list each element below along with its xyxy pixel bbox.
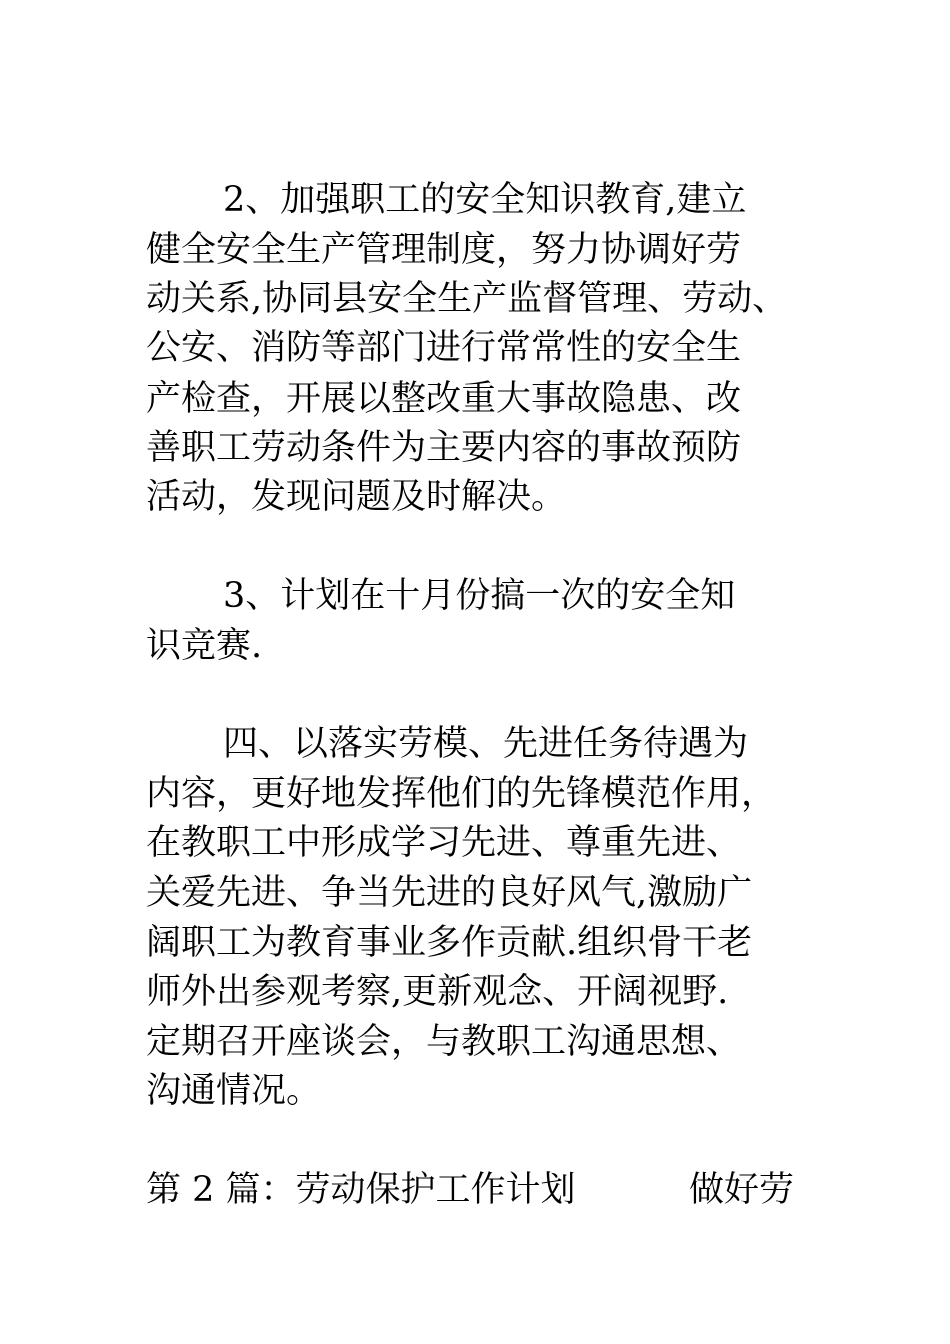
paragraph-line: 阔职工为教育事业多作贡献.组织骨干老 <box>146 923 753 963</box>
paragraph-line: 在教职工中形成学习先进、尊重先进、 <box>146 823 742 863</box>
paragraph-line: 产检查，开展以整改重大事故隐患、改 <box>146 379 742 419</box>
paragraph-line: 公安、消防等部门进行常常性的安全生 <box>146 328 742 368</box>
paragraph-line: 动关系,协同县安全生产监督管理、劳动、 <box>146 279 788 319</box>
paragraph-line: 识竞赛. <box>146 626 263 666</box>
paragraph-line: 定期召开座谈会，与教职工沟通思想、 <box>146 1022 742 1062</box>
paragraph-line: 师外出参观考察,更新观念、开阔视野. <box>146 972 729 1012</box>
paragraph-line: 3、计划在十月份搞一次的安全知 <box>223 576 736 616</box>
paragraph-line: 健全安全生产管理制度，努力协调好劳 <box>146 230 742 270</box>
section-heading-title: 第 2 篇：劳动保护工作计划 <box>146 1170 576 1210</box>
paragraph-line: 善职工劳动条件为主要内容的事故预防 <box>146 428 742 468</box>
paragraph-line: 活动，发现问题及时解决。 <box>146 477 567 517</box>
paragraph-line: 2、加强职工的安全知识教育,建立 <box>223 180 747 220</box>
paragraph-line: 关爱先进、争当先进的良好风气,激励广 <box>146 873 753 913</box>
paragraph-line: 四、以落实劳模、先进任务待遇为 <box>223 724 749 764</box>
paragraph-line: 沟通情况。 <box>146 1071 322 1111</box>
paragraph-line: 内容，更好地发挥他们的先锋模范作用， <box>146 774 777 814</box>
section-heading-continuation: 做好劳 <box>689 1170 795 1210</box>
